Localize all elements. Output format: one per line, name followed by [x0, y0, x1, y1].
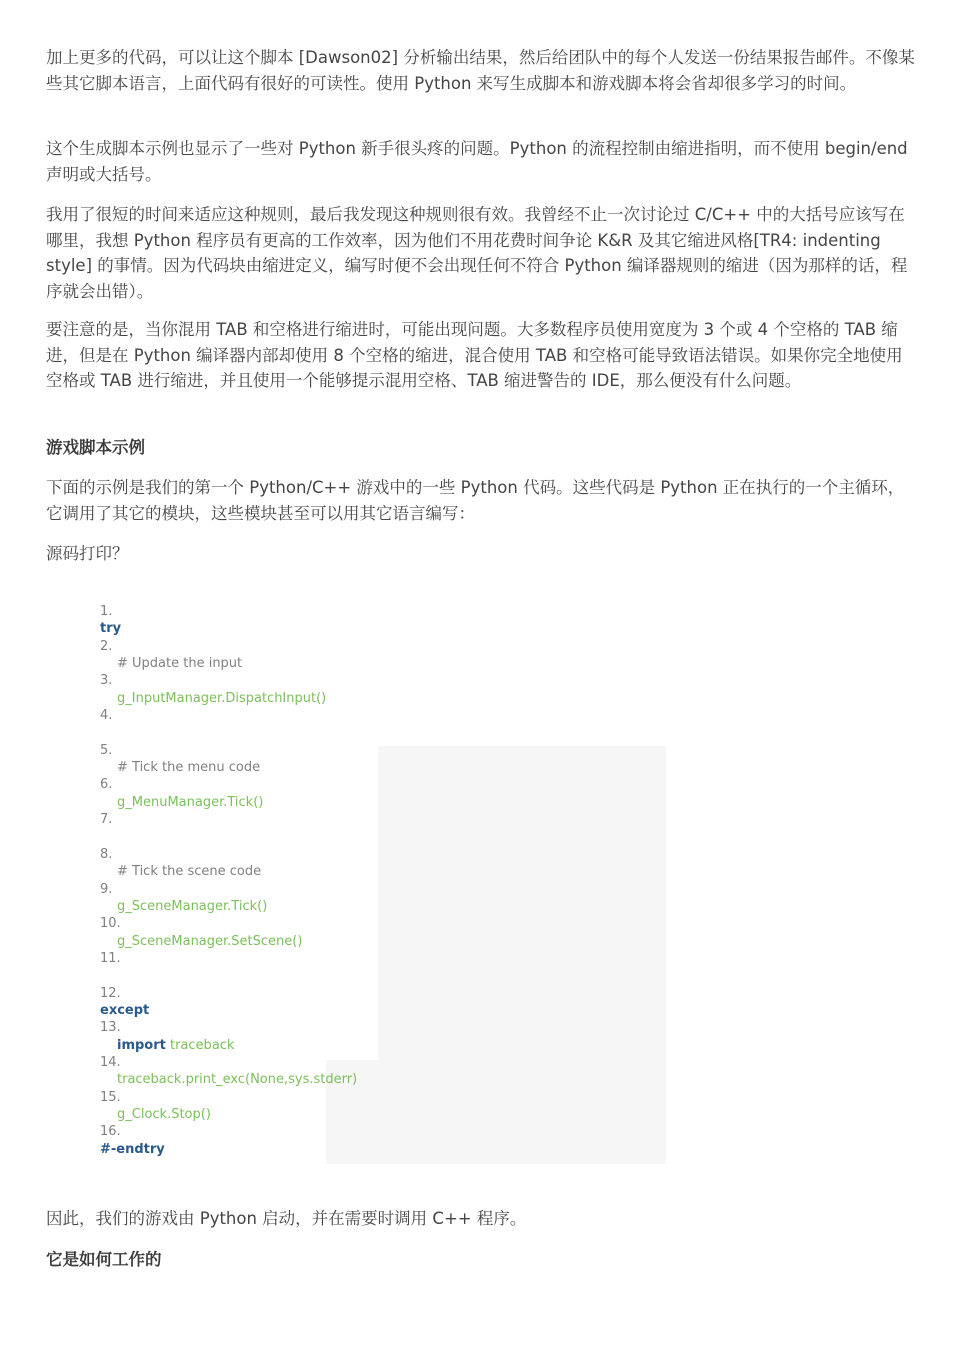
line-number: 4.	[100, 708, 113, 724]
code-line	[100, 655, 357, 672]
line-number: 15.	[100, 1089, 121, 1105]
code-text: g_Clock.Stop()	[117, 1106, 211, 1122]
code-text: except	[100, 1002, 150, 1018]
source-print-link[interactable]: 源码打印？	[46, 544, 129, 563]
line-number: 10.	[100, 916, 121, 932]
code-line	[100, 1002, 357, 1019]
code-text: g_InputManager.DispatchInput()	[117, 690, 327, 706]
code-text: # Tick the menu code	[117, 760, 261, 776]
code-line	[100, 1071, 357, 1088]
line-number: 6.	[100, 777, 113, 793]
paragraph-tab-warning: 要注意的是，当你混用 TAB 和空格进行缩进时，可能出现问题。大多数程序员使用宽度为 3 个或 4 个空格的 TAB 缩进，但是在 Python 编译器内部却使用 8 个空格的缩进，混合使用 TAB 和空格可能导致语法错误。如果你完全地使用空格或 TAB 进行缩进，并且使用一个能够提示混用空格、TAB 缩进警告的 IDE，那么便没有什么问题。	[46, 320, 903, 390]
paragraph-braces: 我用了很短的时间来适应这种规则，最后我发现这种规则很有效。我曾经不止一次讨论过 C/C++ 中的大括号应该写在哪里，我想 Python 程序员有更高的工作效率，因为他们不用花费时间争论 K&R 及其它缩进风格[TR4: indenting style] 的事情。因为代码块由缩进定义，编写时便不会出现任何不符合 Python 编译器规则的缩进（因为那样的话，程序就会出错）。	[46, 205, 908, 301]
code-text: import	[117, 1037, 166, 1053]
code-line	[100, 620, 357, 637]
code-text: g_SceneManager.Tick()	[117, 898, 268, 914]
code-line-number	[100, 985, 357, 1002]
code-block	[96, 600, 666, 1165]
code-line	[100, 759, 357, 776]
line-number: 11.	[100, 950, 121, 966]
code-line-number	[100, 742, 357, 759]
code-lines	[100, 603, 357, 1158]
code-text: traceback.print_exc(None,sys.stderr)	[117, 1072, 358, 1088]
code-line-number	[100, 811, 357, 828]
line-number: 3.	[100, 673, 113, 689]
code-line-number	[100, 1019, 357, 1036]
code-text: try	[100, 621, 122, 637]
code-text: # Tick the scene code	[117, 864, 262, 880]
code-text: g_SceneManager.SetScene()	[117, 933, 303, 949]
paragraph-conclusion: 因此，我们的游戏由 Python 启动，并在需要时调用 C++ 程序。	[46, 1209, 527, 1228]
code-background-lower	[326, 1060, 666, 1164]
code-line-number	[100, 846, 357, 863]
code-line-number	[100, 603, 357, 620]
code-line	[100, 863, 357, 880]
heading-how-it-works: 它是如何工作的	[46, 1250, 162, 1269]
line-number: 12.	[100, 985, 121, 1001]
code-line-number	[100, 707, 357, 724]
code-line-number	[100, 915, 357, 932]
code-line	[100, 794, 357, 811]
code-line	[100, 898, 357, 915]
code-line-number	[100, 638, 357, 655]
code-line	[100, 967, 357, 984]
line-number: 2.	[100, 638, 113, 654]
paragraph-indentation: 这个生成脚本示例也显示了一些对 Python 新手很头疼的问题。Python 的流程控制由缩进指明，而不使用 begin/end 声明或大括号。	[46, 139, 908, 184]
line-number: 7.	[100, 812, 113, 828]
code-text: #-endtry	[100, 1141, 165, 1157]
line-number: 1.	[100, 604, 113, 619]
code-line-number	[100, 1054, 357, 1071]
code-line-number	[100, 950, 357, 967]
line-number: 16.	[100, 1124, 121, 1140]
code-line-number	[100, 1089, 357, 1106]
line-number: 9.	[100, 881, 113, 897]
code-line	[100, 1141, 357, 1158]
code-line-number	[100, 672, 357, 689]
code-line	[100, 1106, 357, 1123]
line-number: 14.	[100, 1054, 121, 1070]
code-line-number	[100, 776, 357, 793]
code-text: # Update the input	[117, 656, 243, 672]
code-line	[100, 828, 357, 845]
code-text: g_MenuManager.Tick()	[117, 794, 264, 810]
heading-game-script: 游戏脚本示例	[46, 438, 145, 457]
paragraph-game-example: 下面的示例是我们的第一个 Python/C++ 游戏中的一些 Python 代码。这些代码是 Python 正在执行的一个主循环，它调用了其它的模块，这些模块甚至可以用其它语言编写：	[46, 478, 905, 523]
code-line-number	[100, 1123, 357, 1140]
code-line-number	[100, 881, 357, 898]
code-text-extra: traceback	[165, 1037, 235, 1053]
code-line	[100, 690, 357, 707]
code-line	[100, 1037, 357, 1054]
line-number: 8.	[100, 846, 113, 862]
line-number: 13.	[100, 1020, 121, 1036]
paragraph-dawson: 加上更多的代码，可以让这个脚本 [Dawson02] 分析输出结果，然后给团队中的每个人发送一份结果报告邮件。不像某些其它脚本语言，上面代码有很好的可读性。使用 Python 来写生成脚本和游戏脚本将会省却很多学习的时间。	[46, 48, 915, 93]
code-line	[100, 724, 357, 741]
line-number: 5.	[100, 742, 113, 758]
code-line	[100, 933, 357, 950]
